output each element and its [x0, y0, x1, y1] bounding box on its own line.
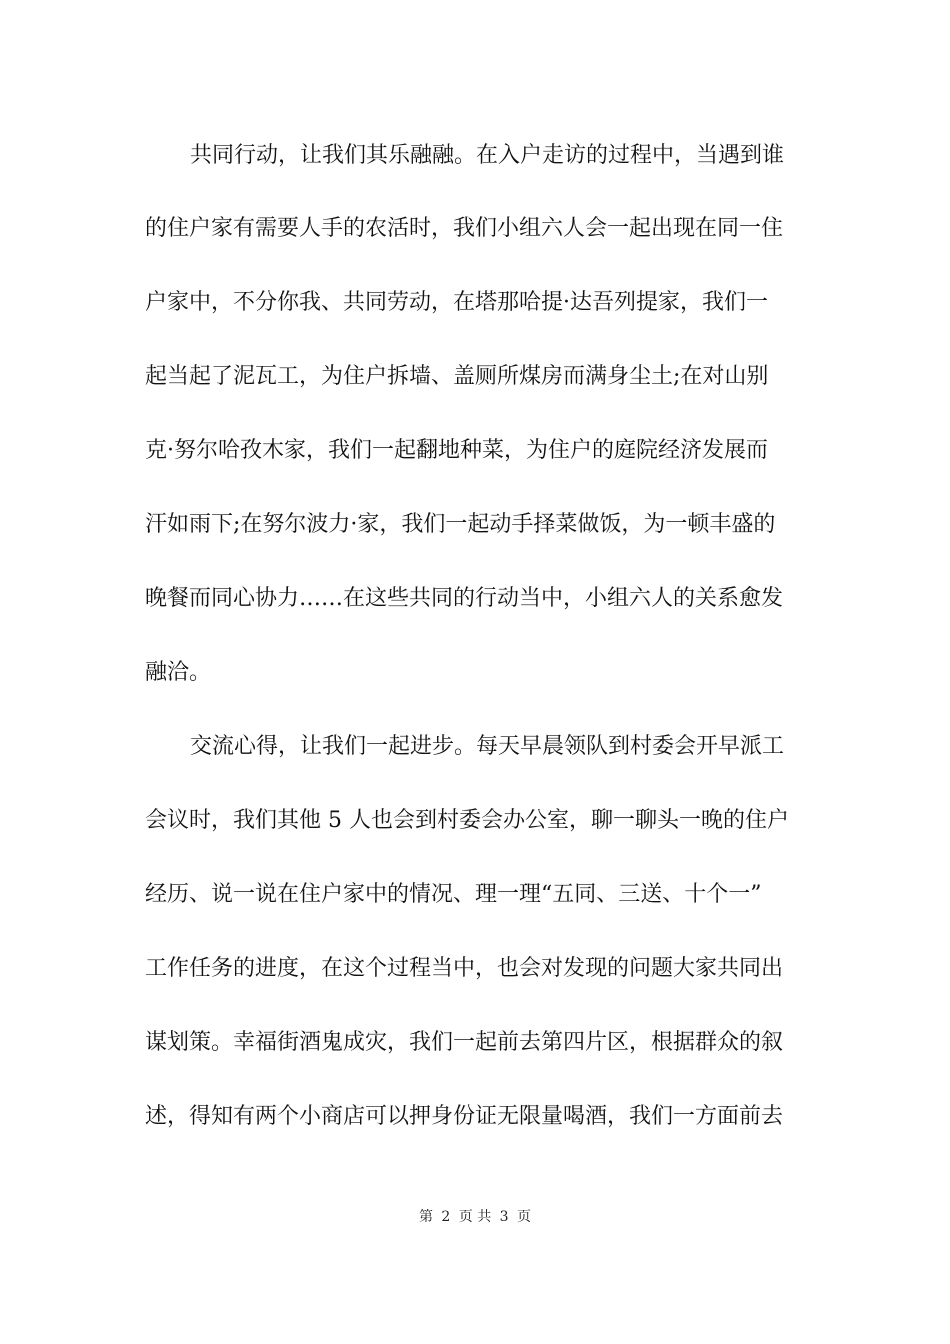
- paragraph-1-line-5: 克·努尔哈孜木家，我们一起翻地种菜，为住户的庭院经济发展而: [145, 438, 768, 463]
- footer-suffix: 页: [517, 1209, 532, 1225]
- paragraph-1-line-3: 户家中，不分你我、共同劳动，在塔那哈提·达吾列提家，我们一: [145, 290, 768, 315]
- paragraph-2-line-5: 谋划策。幸福街酒鬼成灾，我们一起前去第四片区，根据群众的叙: [145, 1030, 784, 1055]
- paragraph-1-line-8: 融洽。: [145, 660, 212, 685]
- footer-current-page: 2: [441, 1209, 451, 1225]
- footer-prefix: 第: [418, 1209, 433, 1225]
- footer-total-pages: 3: [499, 1209, 509, 1225]
- paragraph-2-line-1: 交流心得，让我们一起进步。每天早晨领队到村委会开早派工: [190, 734, 785, 759]
- paragraph-2-line-6: 述，得知有两个小商店可以押身份证无限量喝酒，我们一方面前去: [145, 1104, 784, 1129]
- paragraph-1-line-1: 共同行动，让我们其乐融融。在入户走访的过程中，当遇到谁: [190, 143, 785, 168]
- paragraph-2-line-2: 会议时，我们其他 5 人也会到村委会办公室，聊一聊头一晚的住户: [145, 808, 789, 833]
- paragraph-1-line-4: 起当起了泥瓦工，为住户拆墙、盖厕所煤房而满身尘土;在对山别: [145, 364, 769, 389]
- paragraph-1-line-2: 的住户家有需要人手的农活时，我们小组六人会一起出现在同一住: [145, 216, 784, 241]
- page-footer: [0, 1208, 950, 1226]
- paragraph-1-line-6: 汗如雨下;在努尔波力·家，我们一起动手择菜做饭，为一顿丰盛的: [145, 512, 776, 537]
- paragraph-2-line-4: 工作任务的进度，在这个过程当中，也会对发现的问题大家共同出: [145, 956, 784, 981]
- paragraph-2-line-3: 经历、说一说在住户家中的情况、理一理“五同、三送、十个一”: [145, 882, 762, 907]
- paragraph-1-line-7: 晚餐而同心协力……在这些共同的行动当中，小组六人的关系愈发: [145, 586, 784, 611]
- footer-middle: 页 共: [458, 1209, 492, 1225]
